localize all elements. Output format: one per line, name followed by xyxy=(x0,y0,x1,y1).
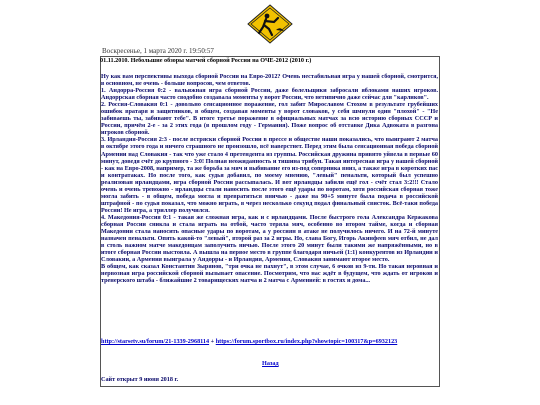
under-construction-logo xyxy=(247,4,293,44)
paragraph-conclusion: В общем, как сказал Константин Зырянов, "три очка не пахнут", в этом случае, 6 очков из 9-ти. Но такая неровная и нервозная игра российской сборной вызывает опасение. Посмотрим, что нас ждёт в будущем, что ждать от игроков и тренерского штаба - ближайшие 2 товарищеских матча и 2 матча с Арменией: в гостях и дома... xyxy=(101,263,438,285)
forum-link-starsetv[interactable]: http://starsetv.su/forum/21-1339-2968114 xyxy=(101,338,210,345)
links-separator: + xyxy=(210,338,215,345)
worker-sign-icon xyxy=(247,4,293,44)
paragraph-match-2: 2. Россия-Словакия 0:1 - довольно сенсационное поражение, гол забит Мирославом Стохом в результате грубейших ошибок вратаря и защитников, в общем, создавая моменты у ворот словаков, у себя шмнули один "плохой" - "Не забиваешь ты, забивают тебе". В итоге третье поражение в официальных матчах за всю историю сборных СССР и России, причём 2-е - за 2 этих года (в прошлом году - Германия). Поже вопрос об отставке Дика Адвоката в разгона игроков сборной. xyxy=(101,101,438,137)
paragraph-match-1: 1. Андорра-Россия 0:2 - вальяжная игра сборной России, даже болельщики забросали яблоками наших игроков. Андоррская сборная часто сводобно создавала моменты у ворот России, что нетипично даже сейчас для "карликов". xyxy=(101,87,438,102)
site-opened-footer: Сайт открыт 9 июня 2018 г. xyxy=(101,376,179,383)
paragraph-match-3: 3. Ирландия-Россия 2:3 - после встряски сборной России в прессе и обществе наши показались, что выиграют 2 матча в октябре этого года и ничего страшного не произошло, всё наверстнет. Перед этим была сенсационная победа сборной Армении над Словакия - так что уже стало 4 претендента из группы. Российская дружина привнто уйвела в первые 60 минут, доведя счёт до крупного - 3:0! Полная неожиданность и тишина трибун. Такая интересная игра у нашей сборной - как на Евро-2008, например, та же борьба за мяч и выбивание его из-под соперника вниз, а также игра в коротких пас и контратаках. Но после того, как судья добавил, по моему мнению, "левый" пенальти, который был успешно реализован ирландцами, игра сборной России рассыпалась. И вот ирландцы забили ещё гол - счёт стал 3:2!!! Стало очень и очень тревожно - ирландцы стали наносить после этого ещё удары по воротам, хотя российская сборная тоже могла забить - в общем, победа могла и превратиться вничью - даже на 90+5 минуте была подача в российской штрафной - по судья показал, что можно играть, в через несколько секунд подал финальный свисток. Всё-таки победа России! Не игра, а триллер получился. xyxy=(101,136,438,214)
back-link[interactable]: Назад xyxy=(262,360,279,367)
paragraph-match-4: 4. Македония-Россия 0:1 - такая же сложная игра, как и с ирландцами. После быстрого гола Александра Кержакова сборная России сникла и стала играть на отбой, часто теряла мяч, особенно во втором тайме, когда и сборная Македонии стала наносить опасные удары по воротам, а у россиян в атаке не получилось ничего. И на 72-й минуте назначен пенальти. Опять какой-то "левый", второй раз за 2 игры. Но, слава Богу, Игорь Акинфеев мяч отбил, не дал в столь важном матче македонцам заполучить ничью. После этого 20 минут были такими же напряжёнными, но в итоге сборная России выстояла. А вышла на первое место в группе благодаря ничьей (1:1) конкурентов из Ирландии и Словакии, а Армения выиграла у Андорры - и Ирландия, Армения, Словакия занимают второе место. xyxy=(101,213,438,264)
links-line xyxy=(101,338,397,345)
timestamp: Воскресенье, 1 марта 2020 г. 19:50:57 xyxy=(102,47,214,55)
article-header: 01.11.2010. Небольшие обзоры матчей сборной России на ОЧЕ-2012 (2010 г.) xyxy=(100,57,312,64)
paragraph-intro: Ну как вам перспективы выхода сборной России на Евро-2012? Очень нестабильная игра у нашей сборной, смотрится, в основном, не очень - больше вопросов, чем ответов. xyxy=(101,73,438,88)
article-body xyxy=(101,73,438,284)
forum-link-sportbox[interactable]: https://forum.sportbox.ru/index.php?showtopic=100317&p=6932123 xyxy=(215,338,398,345)
